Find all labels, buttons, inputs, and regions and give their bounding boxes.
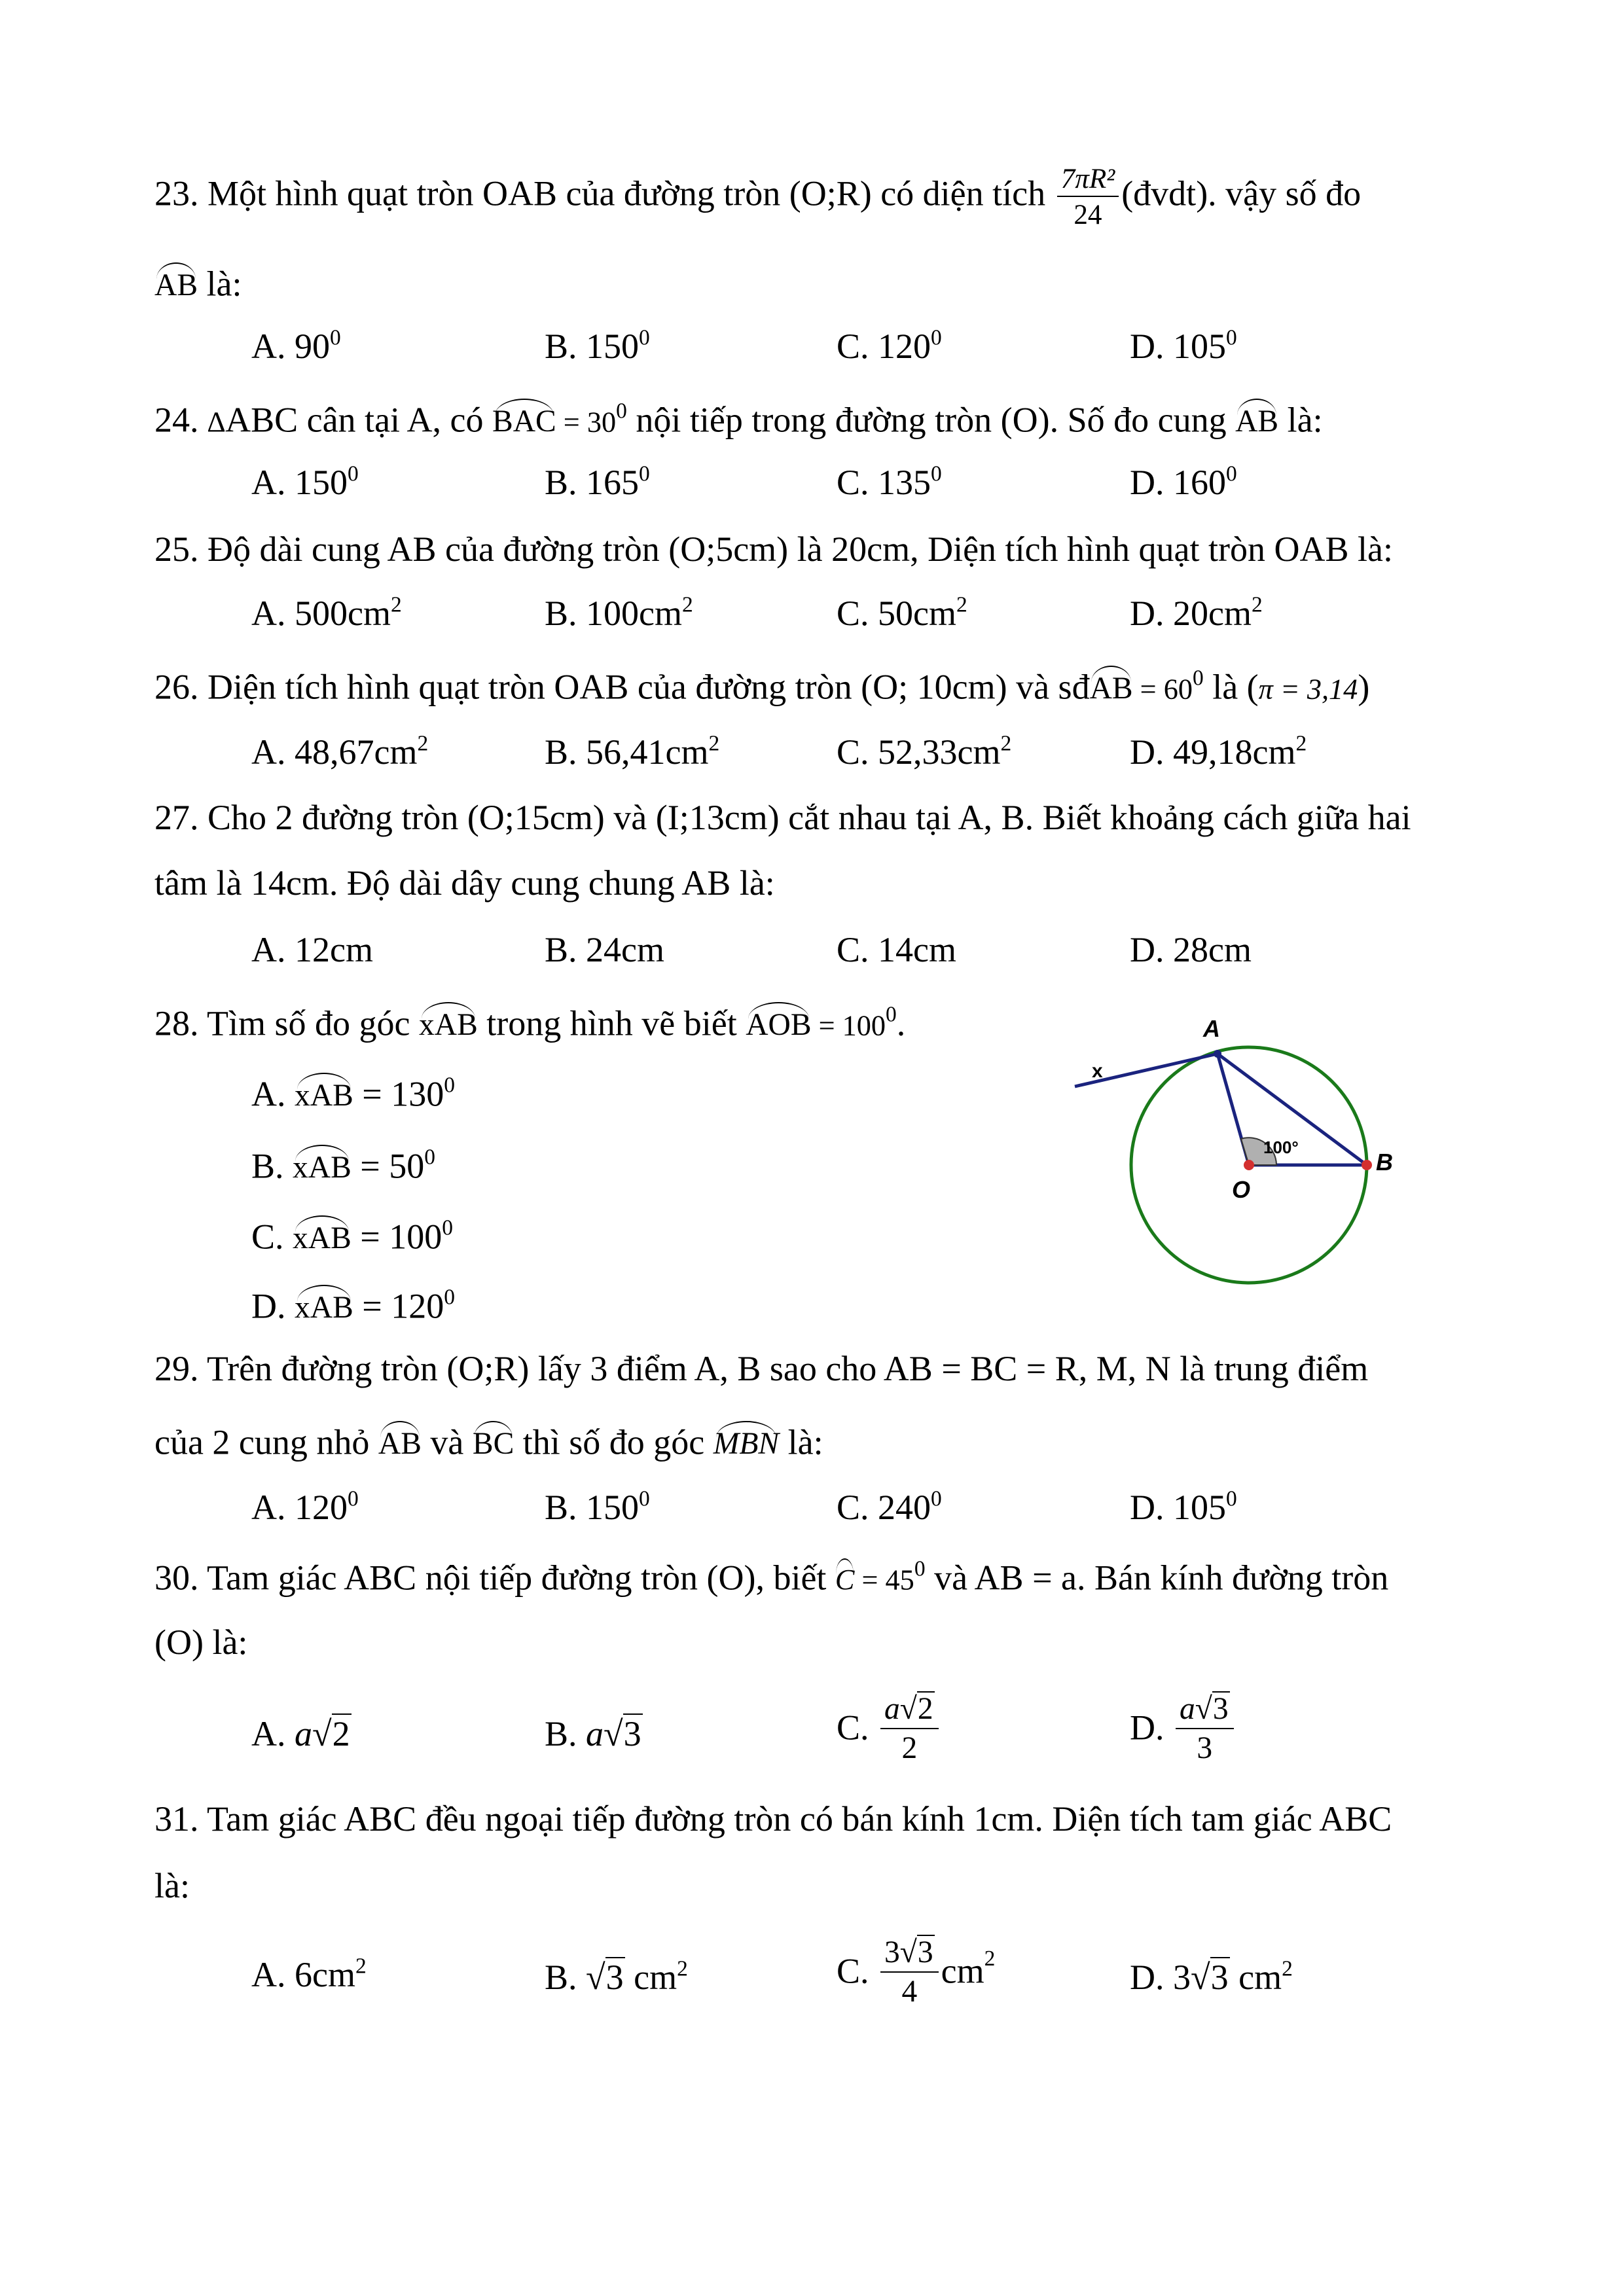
q28-option-b: B. xAB = $50^0$ (251, 1145, 435, 1186)
point-a (1214, 1050, 1221, 1058)
q28-option-c: C. xAB = $100^0$ (251, 1215, 453, 1257)
q25-option-d: D. $20cm^2$ (1130, 592, 1263, 633)
q29-option-c: C. $240^0$ (837, 1486, 942, 1527)
q31-option-d: D. 3√3 $cm^2$ (1130, 1956, 1293, 1997)
arc-mbn: MBN (713, 1420, 779, 1460)
arc-bac: BAC (492, 398, 556, 438)
label-o: O (1232, 1176, 1251, 1203)
label-a: A (1203, 1015, 1220, 1042)
q26-line: 26. Diện tích hình quạt tròn OAB của đường tròn (O; 10cm) và sđAB = $60^0$ là (π = 3,14) (154, 666, 1370, 707)
q29-option-a: A. $120^0$ (251, 1486, 359, 1527)
q30-option-a: A. a√2 (251, 1714, 350, 1753)
q30-option-b: B. a√3 (545, 1714, 641, 1753)
arc-ab: AB (1090, 665, 1133, 705)
q30-option-c: C. $\frac{a√2}{2}$ (837, 1691, 941, 1764)
q28-option-d: D. xAB = $120^0$ (251, 1285, 455, 1326)
q24-option-a: A. $150^0$ (251, 461, 359, 502)
q23-fraction: $\frac{\text{7πR²}}{24}$ (1057, 165, 1119, 229)
q25-option-c: C. $50cm^2$ (837, 592, 967, 633)
q27-option-a: A. 12cm (251, 930, 373, 969)
label-b: B (1376, 1149, 1393, 1175)
q29-line2: của 2 cung nhỏ AB và BC thì số đo góc MBN là: (154, 1420, 823, 1460)
arc-bc: BC (473, 1420, 514, 1460)
q27-line2: tâm là 14cm. Độ dài dây cung chung AB là: (154, 863, 775, 903)
q26-option-b: B. $56,41cm^2$ (545, 731, 720, 772)
q24-option-d: D. $160^0$ (1130, 461, 1237, 502)
q29-line1: 29. Trên đường tròn (O;R) lấy 3 điểm A, B sao cho AB = BC = R, M, N là trung điểm (154, 1349, 1369, 1388)
q31-line2: là: (154, 1866, 190, 1905)
q30-line1: 30. Tam giác ABC nội tiếp đường tròn (O), biết $C = 45^0$ và AB = a. Bán kính đường tròn (154, 1556, 1389, 1598)
arc-ab: AB (154, 262, 198, 302)
arc-ab: AB (1235, 398, 1278, 438)
q31-option-c: C. $\frac{3√3}{4}$ $cm^2$ (837, 1935, 996, 2009)
angle-label: 100° (1263, 1138, 1299, 1157)
q24-option-b: B. $165^0$ (545, 461, 650, 502)
q25-option-b: B. $100cm^2$ (545, 592, 693, 633)
point-b (1362, 1160, 1372, 1170)
hat-c: C (835, 1558, 855, 1595)
q27-line1: 27. Cho 2 đường tròn (O;15cm) và (I;13cm) cắt nhau tại A, B. Biết khoảng cách giữa hai (154, 798, 1411, 837)
q26-option-c: C. $52,33cm^2$ (837, 731, 1012, 772)
q27-option-c: C. 14cm (837, 930, 956, 969)
q24-line: 24. ∆ABC cân tại A, có BAC = $30^0$ nội tiếp trong đường tròn (O). Số đo cung AB là: (154, 399, 1323, 440)
q29-option-b: B. $150^0$ (545, 1486, 650, 1527)
q27-option-b: B. 24cm (545, 930, 664, 969)
q26-option-d: D. $49,18cm^2$ (1130, 731, 1307, 772)
q23-line2: AB là: (154, 262, 242, 302)
q31-option-a: A. $6cm^2$ (251, 1954, 367, 1994)
q28-option-a: A. xAB = $130^0$ (251, 1073, 455, 1114)
q29-option-d: D. $105^0$ (1130, 1486, 1237, 1527)
q23-option-c: C. $120^0$ (837, 325, 942, 366)
arc-aob: AOB (746, 1001, 811, 1041)
q31-line1: 31. Tam giác ABC đều ngoại tiếp đường tròn có bán kính 1cm. Diện tích tam giác ABC (154, 1799, 1392, 1839)
q31-option-b: B. √3 $cm^2$ (545, 1956, 688, 1997)
q30-option-d: D. $\frac{a√3}{3}$ (1130, 1691, 1236, 1764)
arc-xab: xAB (419, 1001, 478, 1041)
q23-option-b: B. $150^0$ (545, 325, 650, 366)
q28-figure (1047, 1001, 1414, 1296)
q30-line2: (O) là: (154, 1623, 248, 1662)
q25-option-a: A. $500cm^2$ (251, 592, 402, 633)
q27-option-d: D. 28cm (1130, 930, 1252, 969)
q23-option-d: D. $105^0$ (1130, 325, 1237, 366)
q25-line: 25. Độ dài cung AB của đường tròn (O;5cm) là 20cm, Diện tích hình quạt tròn OAB là: (154, 529, 1393, 569)
label-x: x (1092, 1060, 1103, 1082)
q28-line: 28. Tìm số đo góc xAB trong hình vẽ biết AOB = $100^0$. (154, 1002, 906, 1043)
q23-line1: 23. Một hình quạt tròn OAB của đường tròn (O;R) có diện tích $\frac{\text{7πR²}}{24}$ (đvdt). vậy số đo (154, 164, 1362, 231)
q23-option-a: A. $90^0$ (251, 325, 341, 366)
point-o (1244, 1160, 1254, 1170)
arc-ab: AB (378, 1420, 422, 1460)
q26-option-a: A. $48,67cm^2$ (251, 731, 429, 772)
q24-option-c: C. $135^0$ (837, 461, 942, 502)
